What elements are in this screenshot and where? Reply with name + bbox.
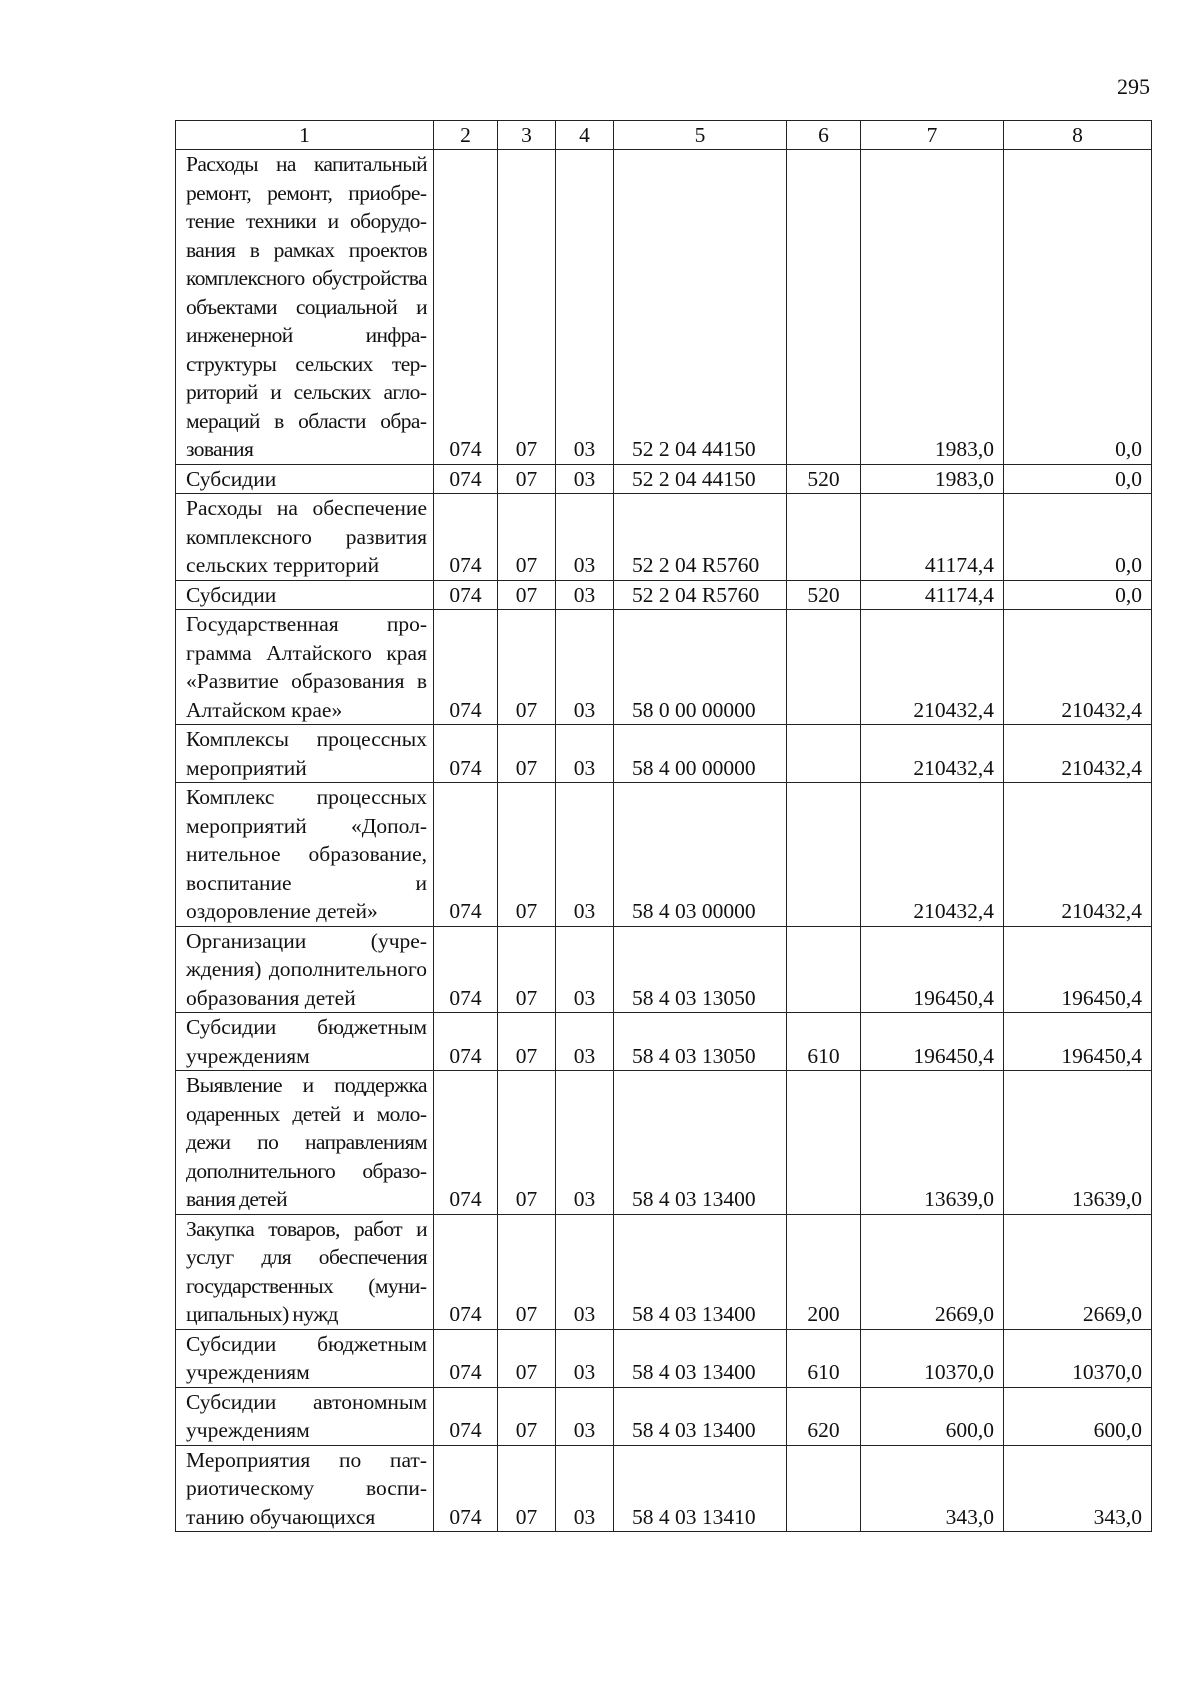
row-sum-a: 1983,0 [861, 150, 1004, 465]
row-admin: 074 [434, 783, 498, 927]
row-expense-type: 610 [787, 1013, 861, 1071]
row-expense-type [787, 150, 861, 465]
row-target: 58 4 00 00000 [614, 725, 787, 783]
row-target: 58 4 03 13400 [614, 1387, 787, 1445]
row-expense-type: 520 [787, 464, 861, 494]
table-row [176, 1387, 1152, 1445]
row-admin: 074 [434, 1071, 498, 1215]
row-admin: 074 [434, 1329, 498, 1387]
row-sum-b: 210432,4 [1004, 725, 1152, 783]
row-sum-b: 0,0 [1004, 580, 1152, 610]
row-sum-a: 210432,4 [861, 610, 1004, 725]
row-sum-a: 10370,0 [861, 1329, 1004, 1387]
row-section: 07 [498, 1387, 556, 1445]
row-sum-a: 41174,4 [861, 494, 1004, 581]
row-admin: 074 [434, 1214, 498, 1329]
column-header-sum-a: 7 [861, 121, 1004, 150]
row-name: Комплекс процессных мероприятий «Дополнительное образование, воспитание и оздоровление детей» [176, 783, 434, 927]
row-subsection: 03 [556, 1071, 614, 1215]
row-section: 07 [498, 150, 556, 465]
row-expense-type [787, 725, 861, 783]
row-sum-b: 600,0 [1004, 1387, 1152, 1445]
row-section: 07 [498, 926, 556, 1013]
row-sum-b: 0,0 [1004, 494, 1152, 581]
row-sum-b: 10370,0 [1004, 1329, 1152, 1387]
row-subsection: 03 [556, 1329, 614, 1387]
row-name: Государственная программа Алтайского края «Развитие образования в Алтайском крае» [176, 610, 434, 725]
column-header-name: 1 [176, 121, 434, 150]
row-section: 07 [498, 783, 556, 927]
row-subsection: 03 [556, 150, 614, 465]
row-admin: 074 [434, 1445, 498, 1532]
row-sum-a: 210432,4 [861, 783, 1004, 927]
row-target: 58 4 03 00000 [614, 783, 787, 927]
column-header-subsection: 4 [556, 121, 614, 150]
row-subsection: 03 [556, 783, 614, 927]
table-row [176, 610, 1152, 725]
row-sum-b: 210432,4 [1004, 610, 1152, 725]
column-header-admin: 2 [434, 121, 498, 150]
row-expense-type: 620 [787, 1387, 861, 1445]
row-sum-a: 2669,0 [861, 1214, 1004, 1329]
row-admin: 074 [434, 494, 498, 581]
row-sum-a: 13639,0 [861, 1071, 1004, 1215]
table-row [176, 1071, 1152, 1215]
row-expense-type: 610 [787, 1329, 861, 1387]
table-row [176, 1013, 1152, 1071]
row-expense-type: 200 [787, 1214, 861, 1329]
row-name: Субсидии [176, 580, 434, 610]
row-sum-a: 196450,4 [861, 926, 1004, 1013]
row-admin: 074 [434, 464, 498, 494]
row-admin: 074 [434, 580, 498, 610]
row-sum-a: 196450,4 [861, 1013, 1004, 1071]
table-row [176, 494, 1152, 581]
row-sum-b: 0,0 [1004, 464, 1152, 494]
row-expense-type: 520 [787, 580, 861, 610]
row-subsection: 03 [556, 1387, 614, 1445]
row-sum-a: 41174,4 [861, 580, 1004, 610]
table-row [176, 926, 1152, 1013]
row-target: 58 4 03 13050 [614, 1013, 787, 1071]
row-subsection: 03 [556, 926, 614, 1013]
table-row [176, 1214, 1152, 1329]
row-sum-a: 600,0 [861, 1387, 1004, 1445]
row-section: 07 [498, 494, 556, 581]
row-target: 52 2 04 44150 [614, 464, 787, 494]
row-target: 58 4 03 13050 [614, 926, 787, 1013]
column-header-sum-b: 8 [1004, 121, 1152, 150]
row-sum-b: 196450,4 [1004, 1013, 1152, 1071]
row-subsection: 03 [556, 610, 614, 725]
row-section: 07 [498, 725, 556, 783]
row-admin: 074 [434, 1387, 498, 1445]
row-subsection: 03 [556, 725, 614, 783]
table-row [176, 464, 1152, 494]
row-sum-a: 210432,4 [861, 725, 1004, 783]
row-subsection: 03 [556, 1214, 614, 1329]
row-target: 58 4 03 13400 [614, 1071, 787, 1215]
row-name: Субсидии бюджетным учреждениям [176, 1013, 434, 1071]
table-row [176, 725, 1152, 783]
row-sum-b: 0,0 [1004, 150, 1152, 465]
row-section: 07 [498, 1071, 556, 1215]
row-admin: 074 [434, 150, 498, 465]
row-admin: 074 [434, 610, 498, 725]
row-name: Расходы на капитальный ремонт, ремонт, приобретение техники и оборудования в рамках проектов комплексного обустройства объектами социальной и инженерной инфраструктуры сельских территорий и сельских агломераций в области образования [176, 150, 434, 465]
row-sum-a: 1983,0 [861, 464, 1004, 494]
row-admin: 074 [434, 725, 498, 783]
row-expense-type [787, 1445, 861, 1532]
row-target: 58 4 03 13400 [614, 1329, 787, 1387]
table-header [176, 121, 1152, 150]
table-body [176, 150, 1152, 1532]
row-name: Субсидии [176, 464, 434, 494]
row-subsection: 03 [556, 494, 614, 581]
row-name: Расходы на обеспечение комплексного развития сельских территорий [176, 494, 434, 581]
row-section: 07 [498, 1329, 556, 1387]
table-row [176, 1445, 1152, 1532]
row-name: Субсидии бюджетным учреждениям [176, 1329, 434, 1387]
row-sum-b: 210432,4 [1004, 783, 1152, 927]
column-header-expense-type: 6 [787, 121, 861, 150]
row-sum-b: 196450,4 [1004, 926, 1152, 1013]
row-expense-type [787, 1071, 861, 1215]
row-section: 07 [498, 1445, 556, 1532]
row-expense-type [787, 494, 861, 581]
row-target: 52 2 04 44150 [614, 150, 787, 465]
row-expense-type [787, 783, 861, 927]
row-name: Организации (учреждения) дополнительного образования детей [176, 926, 434, 1013]
row-name: Выявление и поддержка одаренных детей и молодежи по направлениям дополнительного образования детей [176, 1071, 434, 1215]
row-sum-b: 13639,0 [1004, 1071, 1152, 1215]
row-subsection: 03 [556, 464, 614, 494]
table-row [176, 1329, 1152, 1387]
row-sum-b: 2669,0 [1004, 1214, 1152, 1329]
budget-table [175, 120, 1152, 1532]
row-subsection: 03 [556, 1445, 614, 1532]
table-row [176, 580, 1152, 610]
row-name: Мероприятия по патриотическому воспитанию обучающихся [176, 1445, 434, 1532]
column-header-target: 5 [614, 121, 787, 150]
row-target: 52 2 04 R5760 [614, 580, 787, 610]
row-sum-b: 343,0 [1004, 1445, 1152, 1532]
row-target: 58 4 03 13410 [614, 1445, 787, 1532]
header-row [176, 121, 1152, 150]
row-admin: 074 [434, 1013, 498, 1071]
row-subsection: 03 [556, 580, 614, 610]
row-subsection: 03 [556, 1013, 614, 1071]
row-name: Закупка товаров, работ и услуг для обеспечения государственных (муниципальных) нужд [176, 1214, 434, 1329]
column-header-section: 3 [498, 121, 556, 150]
row-section: 07 [498, 1214, 556, 1329]
row-target: 58 4 03 13400 [614, 1214, 787, 1329]
row-admin: 074 [434, 926, 498, 1013]
table-row [176, 783, 1152, 927]
table-row [176, 150, 1152, 465]
page-number: 295 [1117, 74, 1150, 99]
row-expense-type [787, 610, 861, 725]
row-name: Субсидии автономным учреждениям [176, 1387, 434, 1445]
row-sum-a: 343,0 [861, 1445, 1004, 1532]
row-expense-type [787, 926, 861, 1013]
row-name: Комплексы процессных мероприятий [176, 725, 434, 783]
row-section: 07 [498, 610, 556, 725]
row-target: 52 2 04 R5760 [614, 494, 787, 581]
row-section: 07 [498, 580, 556, 610]
row-section: 07 [498, 464, 556, 494]
row-target: 58 0 00 00000 [614, 610, 787, 725]
row-section: 07 [498, 1013, 556, 1071]
